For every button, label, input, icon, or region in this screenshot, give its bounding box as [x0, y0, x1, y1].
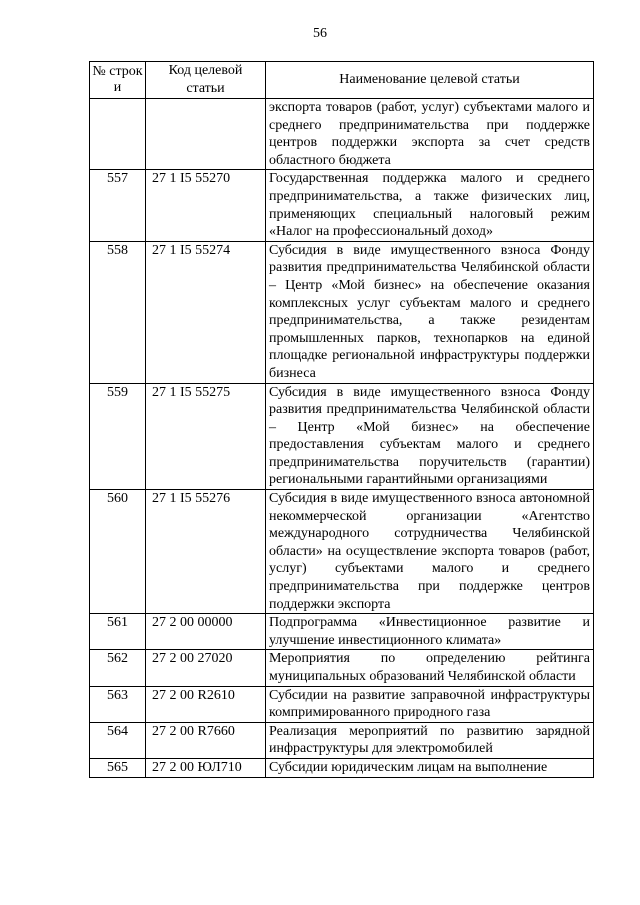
table-row: [90, 383, 594, 490]
article-code-cell: 27 2 00 27020: [146, 650, 266, 686]
article-code-cell: 27 2 00 R7660: [146, 722, 266, 758]
table-row: [90, 170, 594, 241]
table-row: [90, 758, 594, 777]
header-article-name: Наименование целевой статьи: [266, 62, 594, 99]
article-name-cell: Субсидия в виде имущественного взноса автономной некоммерческой организации «Агентство международного сотрудничества Челябинской области» на осуществление экспорта товаров (работ, услуг) субъектами малого и среднего предпринимательства при поддержке центров поддержки экспорта: [266, 490, 594, 614]
article-code-cell: 27 2 00 00000: [146, 614, 266, 650]
article-name-cell: Субсидия в виде имущественного взноса Фонду развития предпринимательства Челябинской области – Центр «Мой бизнес» на обеспечение оказания комплексных услуг субъектам малого и среднего предпринимательства, а также резидентам промышленных парков, технопарков на единой площадке региональной инфраструктуры поддержки бизнеса: [266, 241, 594, 383]
target-articles-table: [89, 61, 594, 778]
row-number-cell: 558: [90, 241, 146, 383]
article-name-cell: Государственная поддержка малого и среднего предпринимательства, а также физических лиц, применяющих специальный налоговый режим «Налог на профессиональный доход»: [266, 170, 594, 241]
article-name-cell: Подпрограмма «Инвестиционное развитие и улучшение инвестиционного климата»: [266, 614, 594, 650]
article-code-cell: 27 1 I5 55274: [146, 241, 266, 383]
table-row: [90, 686, 594, 722]
article-name-cell: экспорта товаров (работ, услуг) субъектами малого и среднего предпринимательства при поддержке центров поддержки экспорта за счет средств областного бюджета: [266, 99, 594, 170]
table-row: [90, 490, 594, 614]
page-number: 56: [313, 26, 327, 41]
header-row-number: № строк и: [90, 62, 146, 99]
row-number-cell: 557: [90, 170, 146, 241]
table-row: [90, 241, 594, 383]
table-row: [90, 650, 594, 686]
article-code-cell: [146, 99, 266, 170]
article-name-cell: Субсидия в виде имущественного взноса Фонду развития предпринимательства Челябинской области – Центр «Мой бизнес» на обеспечение предоставления субъектам малого и среднего предпринимательства поручительств (гарантии) региональными гарантийными организациями: [266, 383, 594, 490]
row-number-cell: 565: [90, 758, 146, 777]
row-number-cell: 560: [90, 490, 146, 614]
table-row: [90, 722, 594, 758]
row-number-cell: 559: [90, 383, 146, 490]
row-number-cell: 563: [90, 686, 146, 722]
article-code-cell: 27 1 I5 55270: [146, 170, 266, 241]
table-body: [90, 99, 594, 778]
article-code-cell: 27 2 00 R2610: [146, 686, 266, 722]
article-code-cell: 27 1 I5 55275: [146, 383, 266, 490]
header-article-code: Код целевой статьи: [146, 62, 266, 99]
article-name-cell: Субсидии на развитие заправочной инфраструктуры компримированного природного газа: [266, 686, 594, 722]
row-number-cell: 561: [90, 614, 146, 650]
article-code-cell: 27 2 00 ЮЛ710: [146, 758, 266, 777]
article-name-cell: Реализация мероприятий по развитию зарядной инфраструктуры для электромобилей: [266, 722, 594, 758]
article-code-cell: 27 1 I5 55276: [146, 490, 266, 614]
row-number-cell: 562: [90, 650, 146, 686]
article-name-cell: Мероприятия по определению рейтинга муниципальных образований Челябинской области: [266, 650, 594, 686]
row-number-cell: 564: [90, 722, 146, 758]
row-number-cell: [90, 99, 146, 170]
table-row: [90, 99, 594, 170]
table-header-row: [90, 62, 594, 99]
table-row: [90, 614, 594, 650]
article-name-cell: Субсидии юридическим лицам на выполнение: [266, 758, 594, 777]
